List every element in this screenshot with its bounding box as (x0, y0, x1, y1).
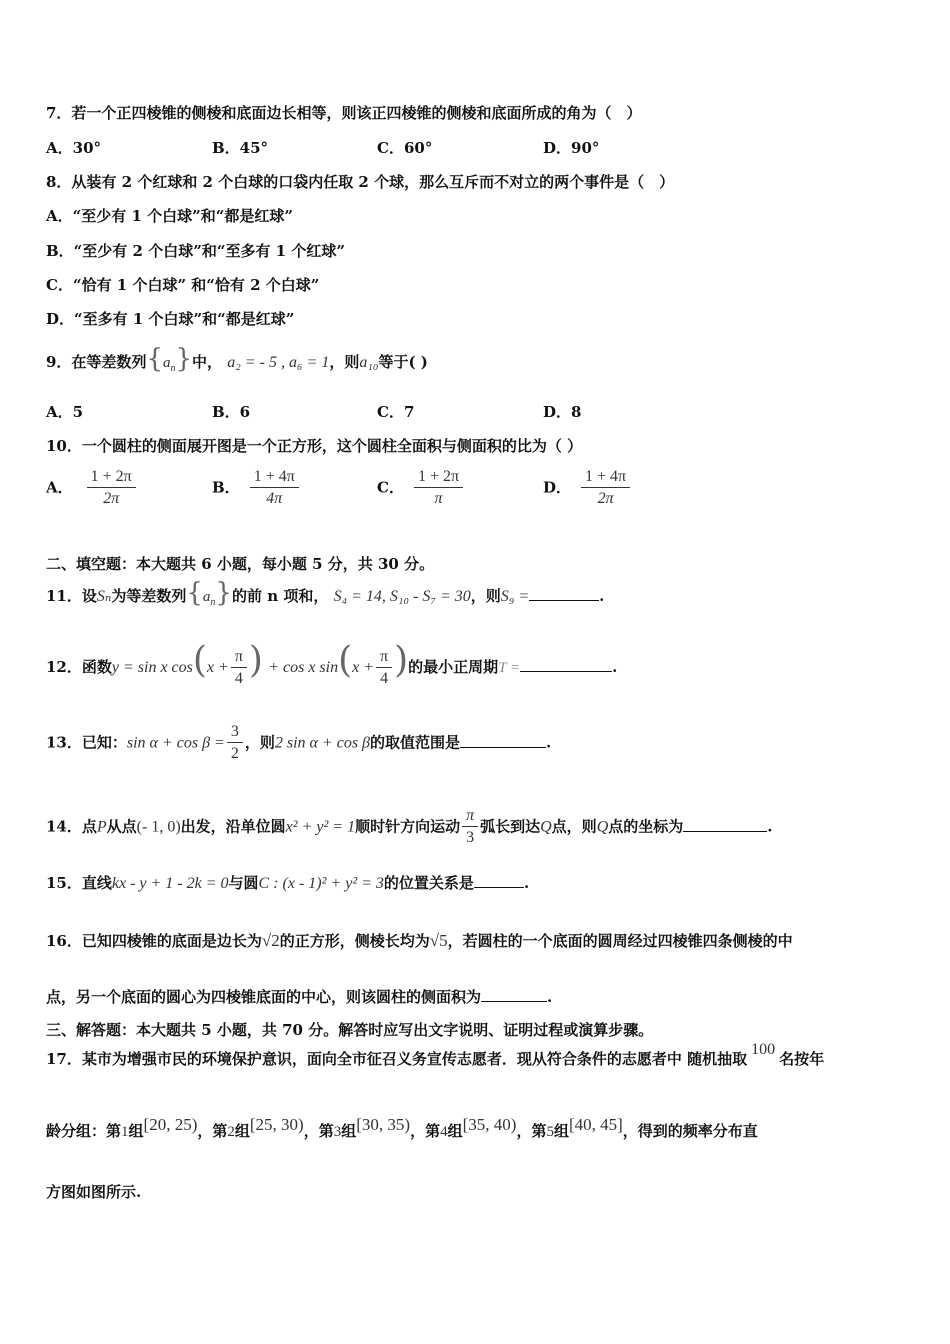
q8-option-d: D．“至多有 1 个白球”和“都是红球” (46, 310, 295, 328)
q10-option-b: B． $\frac{1 + 4\pi}{4\pi}$ (212, 467, 301, 510)
q9-option-c: C．7 (377, 403, 415, 421)
q7-option-a: A．30° (46, 139, 102, 157)
q11-answer-blank[interactable] (529, 600, 599, 601)
q14-stem: 14．点P从点(- 1, 0)出发，沿单位圆x² + y² = 1顺时针方向运动 $\frac{\pi}{3}$ 弧长到达Q点，则Q点的坐标为 . (46, 807, 773, 846)
q7-option-d: D．90° (543, 139, 600, 157)
q11-condition: S₄ = 14, S₁₀ - S₇ = 30 (333, 588, 471, 605)
q9-option-d: D．8 (543, 403, 582, 421)
q9-condition: a₂ = - 5 , a₆ = 1 (227, 354, 330, 371)
q9-option-b: B．6 (212, 403, 251, 421)
q12-stem: 12．函数y = sin x cos(x + $\frac{\pi}{4}$ ) + cos x sin(x + $\frac{\pi}{4}$ )的最小正周期T = . (46, 640, 618, 687)
q17-stem-line2: 龄分组：第1组[20, 25)，第2组[25, 30)，第3组[30, 35)，第4组[35, 40)，第5组[40, 45]，得到的频率分布直 (46, 1115, 758, 1140)
q7-stem: 7．若一个正四棱锥的侧棱和底面边长相等，则该正四棱锥的侧棱和底面所成的角为（ ） (46, 104, 642, 122)
q8-stem: 8．从装有 2 个红球和 2 个白球的口袋内任取 2 个球，那么互斥而不对立的两个事件是（ ） (46, 173, 675, 191)
q8-option-b: B．“至少有 2 个白球”和“至多有 1 个红球” (46, 242, 345, 260)
q13-answer-blank[interactable] (460, 747, 546, 748)
q11-stem: 11．设Sₙ为等差数列$\{a_n\}$的前 n 项和， S₄ = 14, S₁₀ - S₇ = 30，则S₉ = . (46, 578, 605, 608)
section-3-heading: 三、解答题：本大题共 5 小题，共 70 分。解答时应写出文字说明、证明过程或演算步骤。 (46, 1021, 654, 1039)
q10-option-c: C． $\frac{1 + 2\pi}{\pi}$ (377, 467, 465, 510)
q16-stem-line2: 点，另一个底面的圆心为四棱锥底面的中心，则该圆柱的侧面积为 . (46, 988, 553, 1006)
section-2-heading: 二、填空题：本大题共 6 小题，每小题 5 分，共 30 分。 (46, 555, 435, 573)
q7-option-c: C．60° (377, 139, 433, 157)
q17-stem-line3: 方图如图所示. (46, 1183, 142, 1201)
q9-target: a₁₀ (359, 354, 379, 371)
q15-stem: 15．直线kx - y + 1 - 2k = 0与圆C : (x - 1)² + y² = 3的位置关系是 . (46, 874, 530, 892)
q17-stem-line1: 17．某市为增强市民的环境保护意识，面向全市征召义务宣传志愿者．现从符合条件的志愿者中 随机抽取100名按年 (46, 1041, 825, 1068)
q13-stem: 13．已知：sin α + cos β = $\frac{3}{2}$ ，则2 sin α + cos β的取值范围是 . (46, 723, 552, 762)
q10-stem: 10．一个圆柱的侧面展开图是一个正方形，这个圆柱全面积与侧面积的比为（ ） (46, 437, 583, 455)
q16-stem-line1: 16．已知四棱锥的底面是边长为√2的正方形，侧棱长均为√5，若圆柱的一个底面的圆周经过四棱锥四条侧棱的中 (46, 931, 793, 950)
q8-option-a: A．“至少有 1 个白球”和“都是红球” (46, 207, 294, 225)
q12-answer-blank[interactable] (520, 671, 612, 672)
q16-answer-blank[interactable] (481, 1001, 547, 1002)
q10-option-d: D． $\frac{1 + 4\pi}{2\pi}$ (543, 467, 632, 510)
q14-answer-blank[interactable] (683, 831, 767, 832)
q8-option-c: C．“恰有 1 个白球” 和“恰有 2 个白球” (46, 276, 320, 294)
q9-stem: 9．在等差数列$\{a_n\}$中， a₂ = - 5 , a₆ = 1，则a₁₀等于( ) (46, 344, 428, 374)
q9-option-a: A．5 (46, 403, 84, 421)
q7-option-b: B．45° (212, 139, 269, 157)
q10-option-a: A． $\frac{1 + 2\pi}{2\pi}$ (46, 467, 138, 510)
q15-answer-blank[interactable] (474, 887, 524, 888)
